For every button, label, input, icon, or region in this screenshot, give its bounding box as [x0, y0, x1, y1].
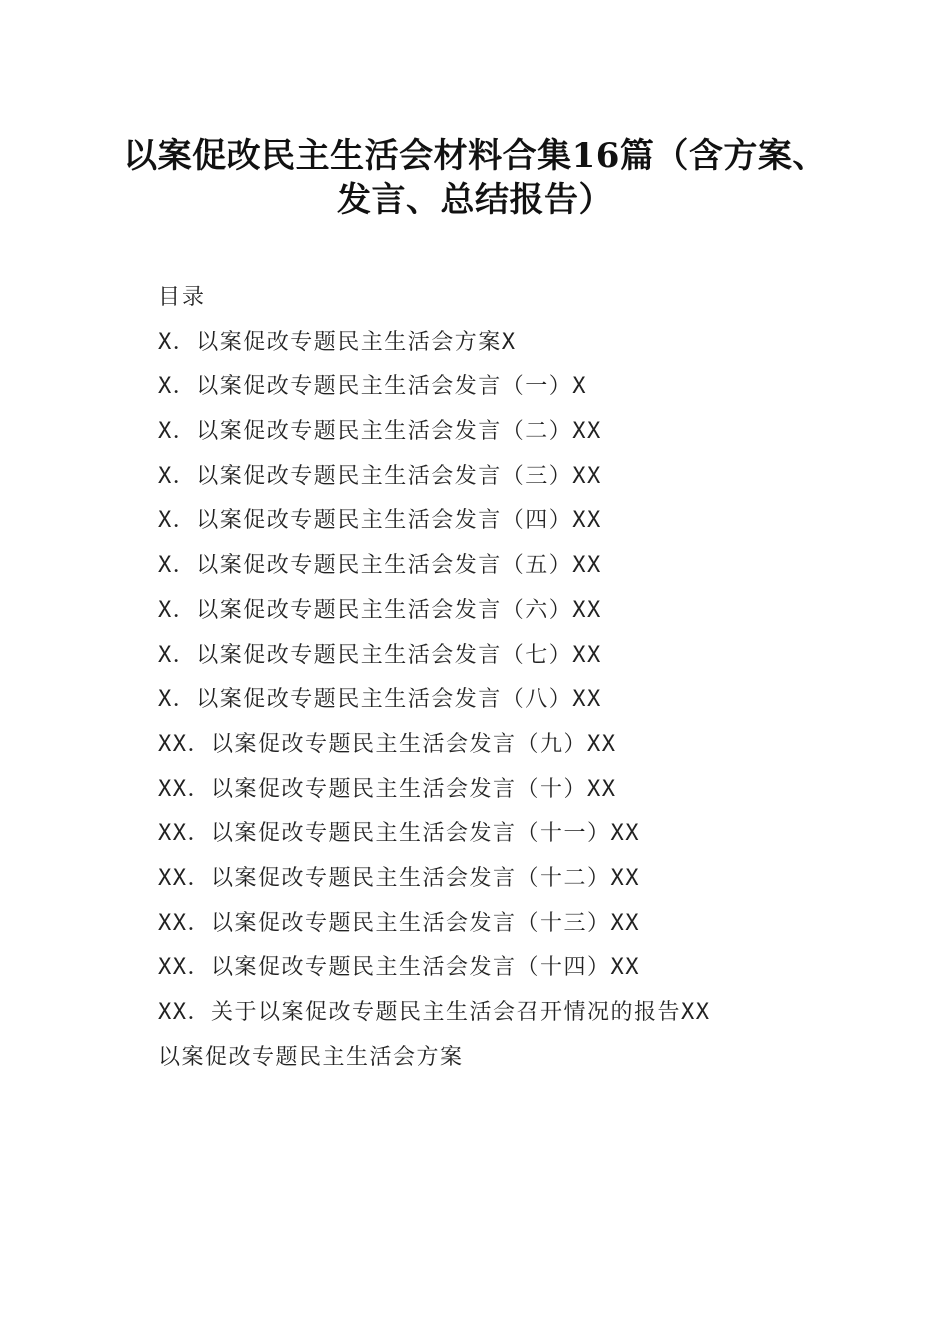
toc-item: X．以案促改专题民主生活会方案X: [158, 329, 517, 355]
title-line-1: 以案促改民主生活会材料合集16篇（含方案、: [123, 136, 827, 176]
toc-item: XX．以案促改专题民主生活会发言（十）XX: [158, 776, 617, 802]
toc-item: X．以案促改专题民主生活会发言（八）XX: [158, 687, 602, 713]
toc-item: XX．关于以案促改专题民主生活会召开情况的报告XX: [158, 1000, 711, 1025]
toc-item: X．以案促改专题民主生活会发言（一）X: [158, 374, 587, 400]
toc-item: X．以案促改专题民主生活会发言（四）XX: [158, 508, 602, 534]
section-title: 以案促改专题民主生活会方案: [158, 1044, 464, 1070]
title-line-2: 发言、总结报告）: [337, 180, 613, 220]
toc-item: X．以案促改专题民主生活会发言（五）XX: [158, 553, 602, 579]
toc-item: X．以案促改专题民主生活会发言（三）XX: [158, 463, 602, 489]
toc-heading: 目录: [158, 285, 207, 310]
toc-item: XX．以案促改专题民主生活会发言（十二）XX: [158, 865, 640, 891]
document-title: [100, 134, 850, 222]
toc-item: X．以案促改专题民主生活会发言（七）XX: [158, 642, 602, 668]
toc-item: X．以案促改专题民主生活会发言（二）XX: [158, 419, 602, 445]
table-of-contents: [158, 276, 858, 1080]
toc-item: XX．以案促改专题民主生活会发言（十四）XX: [158, 955, 640, 981]
toc-item: XX．以案促改专题民主生活会发言（十一）XX: [158, 821, 640, 847]
toc-item: XX．以案促改专题民主生活会发言（九）XX: [158, 731, 617, 757]
toc-item: X．以案促改专题民主生活会发言（六）XX: [158, 597, 602, 623]
toc-item: XX．以案促改专题民主生活会发言（十三）XX: [158, 910, 640, 936]
